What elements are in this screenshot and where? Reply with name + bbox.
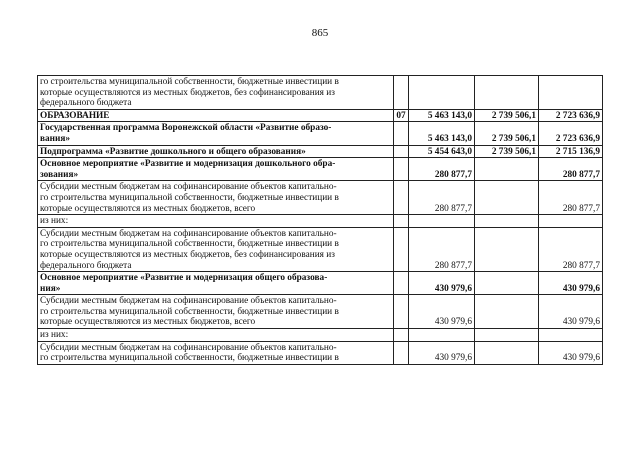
value-2020-cell: 280 877,7 [409,181,475,215]
value-2021-cell [475,295,539,329]
table-row [38,295,603,329]
description-line: ния» [40,283,61,294]
value-2022-cell: 2 715 136,9 [539,145,603,158]
row-description [38,181,394,215]
table-row [38,76,603,110]
value-2020-cell [409,76,475,110]
description-line: которые осуществляются из местных бюджетов, без софинансирования из [40,249,335,260]
row-description [38,295,394,329]
budget-table-body [38,76,603,365]
value-2022-cell [539,215,603,228]
value-2020-cell: 430 979,6 [409,272,475,295]
value-2022-cell: 280 877,7 [539,181,603,215]
section-code-cell [394,76,409,110]
value-2020-cell: 280 877,7 [409,227,475,271]
description-line: го строительства муниципальной собственности, бюджетные инвестиции в [40,353,339,364]
value-2022-cell [539,329,603,342]
description-line: зования» [40,169,79,180]
row-description [38,341,394,364]
section-code-cell [394,227,409,271]
description-line: которые осуществляются из местных бюджетов, всего [40,203,256,214]
description-line: Основное мероприятие «Развитие и модернизация общего образова- [40,273,328,284]
table-row [38,109,603,122]
value-2022-cell: 430 979,6 [539,341,603,364]
value-2021-cell [475,158,539,181]
section-code-cell [394,181,409,215]
value-2022-cell: 430 979,6 [539,272,603,295]
value-2020-cell [409,329,475,342]
description-line: Государственная программа Воронежской области «Развитие образо- [40,123,332,134]
section-code-cell [394,341,409,364]
value-2021-cell [475,341,539,364]
section-code-cell [394,272,409,295]
value-2021-cell [475,227,539,271]
table-row [38,329,603,342]
value-2020-cell: 5 463 143,0 [409,109,475,122]
description-line: ОБРАЗОВАНИЕ [40,110,110,121]
row-description [38,158,394,181]
table-row [38,227,603,271]
description-line: го строительства муниципальной собственности, бюджетные инвестиции в [40,192,339,203]
budget-table [37,75,603,365]
description-line: федерального бюджета [40,260,132,271]
row-description [38,227,394,271]
description-line: которые осуществляются из местных бюджетов, всего [40,317,256,328]
row-description [38,215,394,228]
value-2021-cell: 2 739 506,1 [475,145,539,158]
page-number: 865 [311,27,329,39]
description-line: Субсидии местным бюджетам на софинансирование объектов капитально- [40,228,337,239]
description-line: го строительства муниципальной собственности, бюджетные инвестиции в [40,306,339,317]
description-line: вания» [40,133,71,144]
value-2020-cell: 430 979,6 [409,295,475,329]
row-description [38,145,394,158]
value-2021-cell [475,272,539,295]
description-line: из них: [40,330,69,341]
value-2021-cell [475,76,539,110]
description-line: Субсидии местным бюджетам на софинансирование объектов капитально- [40,182,337,193]
value-2021-cell [475,329,539,342]
table-row [38,181,603,215]
section-code-cell [394,158,409,181]
table-row [38,158,603,181]
table-row [38,145,603,158]
section-code-cell [394,329,409,342]
row-description [38,272,394,295]
value-2022-cell: 280 877,7 [539,158,603,181]
description-line: федерального бюджета [40,98,132,109]
value-2020-cell: 280 877,7 [409,158,475,181]
description-line: которые осуществляются из местных бюджетов, без софинансирования из [40,87,335,98]
value-2020-cell: 5 454 643,0 [409,145,475,158]
description-line: Субсидии местным бюджетам на софинансирование объектов капитально- [40,296,337,307]
table-row [38,341,603,364]
value-2021-cell [475,215,539,228]
value-2020-cell: 5 463 143,0 [409,122,475,145]
row-description [38,122,394,145]
description-line: го строительства муниципальной собственности, бюджетные инвестиции в [40,239,339,250]
section-code-cell [394,145,409,158]
description-line: Основное мероприятие «Развитие и модернизация дошкольного обра- [40,159,336,170]
value-2021-cell [475,181,539,215]
table-row [38,215,603,228]
value-2021-cell: 2 739 506,1 [475,122,539,145]
value-2021-cell: 2 739 506,1 [475,109,539,122]
row-description [38,109,394,122]
row-description [38,329,394,342]
description-line: го строительства муниципальной собственности, бюджетные инвестиции в [40,77,339,87]
value-2022-cell: 430 979,6 [539,295,603,329]
value-2020-cell: 430 979,6 [409,341,475,364]
description-line: Субсидии местным бюджетам на софинансирование объектов капитально- [40,342,337,353]
description-line: Подпрограмма «Развитие дошкольного и общего образования» [40,146,306,157]
value-2022-cell: 280 877,7 [539,227,603,271]
value-2020-cell [409,215,475,228]
section-code-cell [394,122,409,145]
table-row [38,272,603,295]
description-line: из них: [40,216,69,227]
section-code-cell [394,295,409,329]
section-code-cell: 07 [394,109,409,122]
value-2022-cell: 2 723 636,9 [539,122,603,145]
value-2022-cell: 2 723 636,9 [539,109,603,122]
row-description [38,76,394,110]
value-2022-cell [539,76,603,110]
section-code-cell [394,215,409,228]
table-row [38,122,603,145]
